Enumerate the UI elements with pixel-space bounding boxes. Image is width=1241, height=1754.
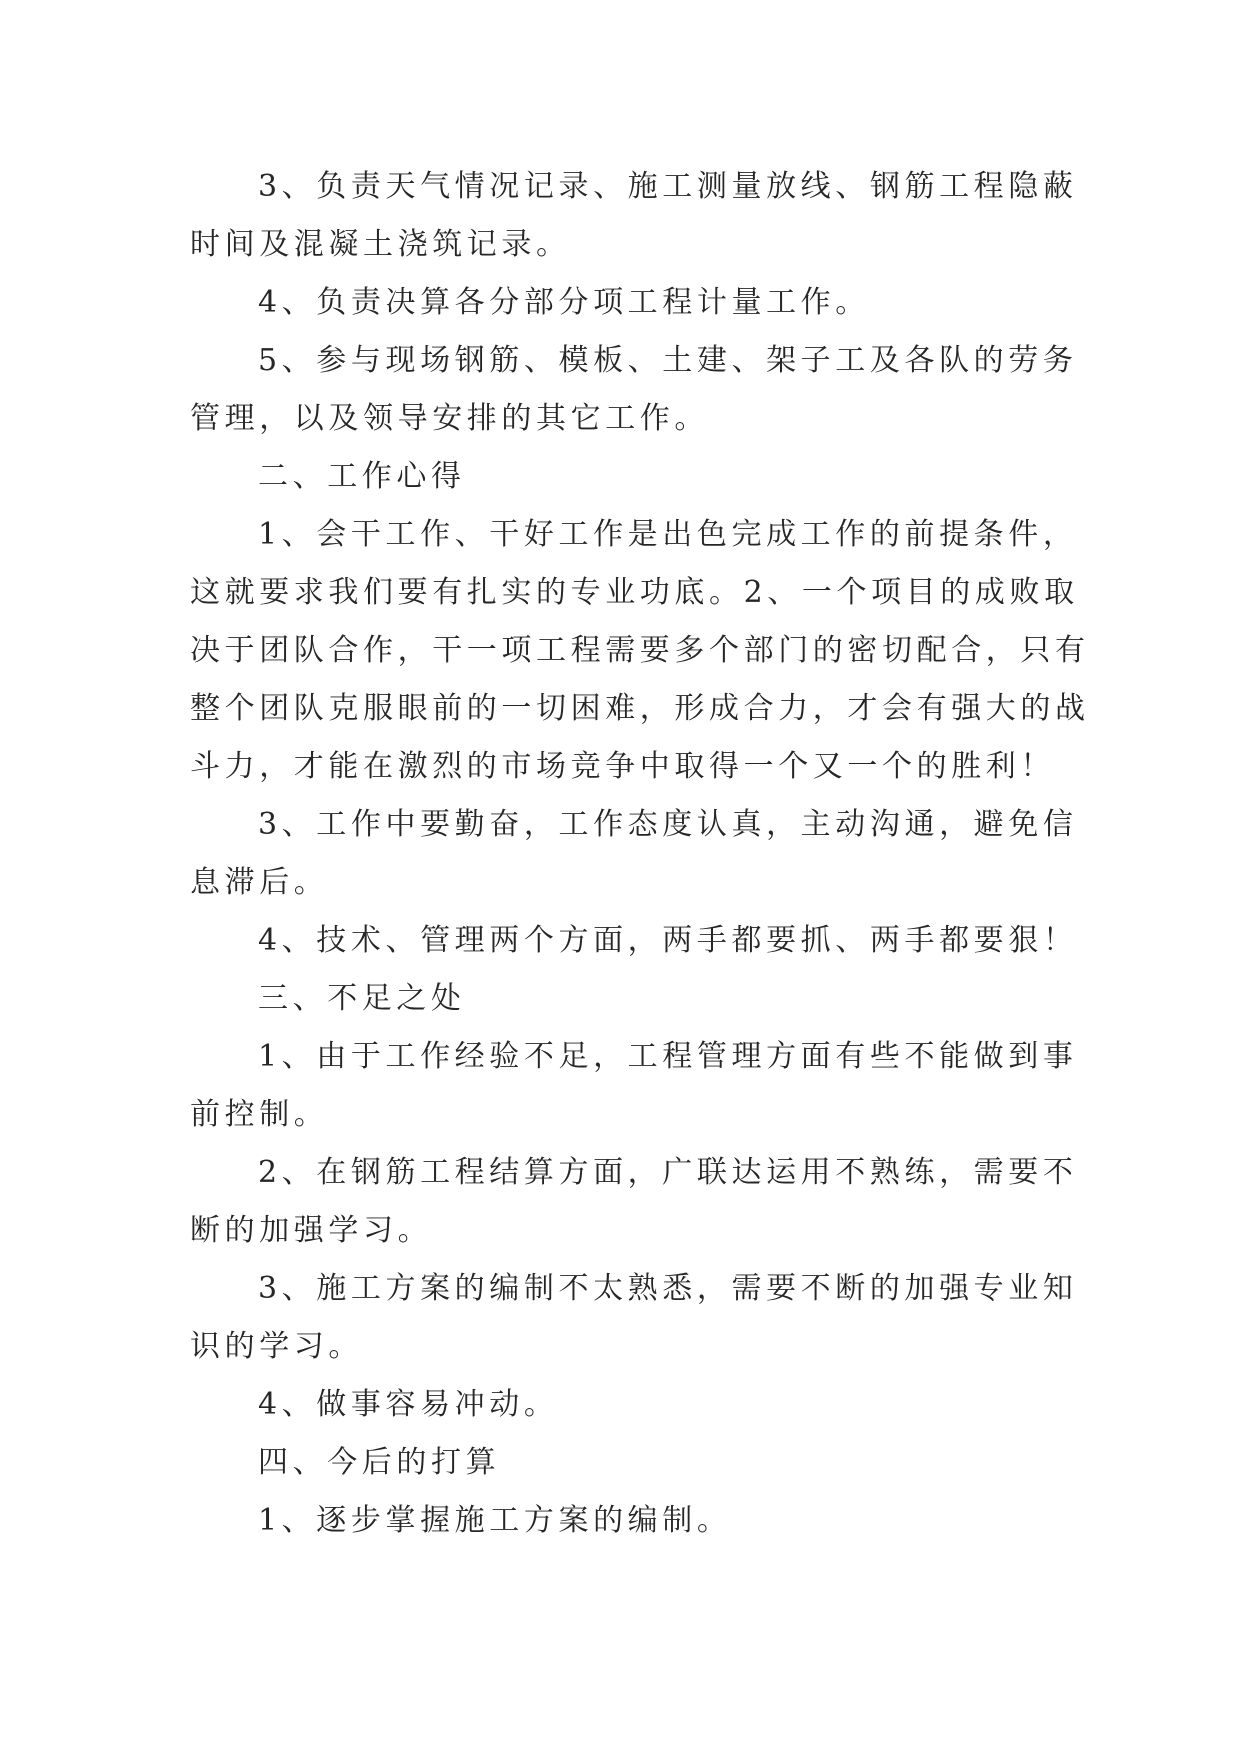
text-line: 4、技术、管理两个方面，两手都要抓、两手都要狠！ [258,923,1078,958]
text-line: 4、负责决算各分部分项工程计量工作。 [258,285,870,320]
text-line: 3、负责天气情况记录、施工测量放线、钢筋工程隐蔽 [258,169,1078,204]
text-line: 整个团队克服眼前的一切困难，形成合力，才会有强大的战 [190,691,1090,726]
paragraph-experience-3 [190,796,1078,912]
text-line: 4、做事容易冲动。 [258,1387,559,1422]
text-line: 息滞后。 [190,865,329,900]
section-heading-work-experience [190,448,1050,506]
text-line: 1、由于工作经验不足，工程管理方面有些不能做到事 [258,1039,1078,1074]
paragraph-item-3-duties [190,158,1078,274]
section-heading-shortcomings [190,970,1050,1028]
text-line: 斗力，才能在激烈的市场竞争中取得一个又一个的胜利！ [190,749,1055,784]
text-line: 时间及混凝土浇筑记录。 [190,227,571,262]
paragraph-shortcoming-3 [190,1260,1078,1376]
section-heading: 二、工作心得 [258,459,466,494]
paragraph-plan-1 [190,1492,1050,1550]
text-line: 3、工作中要勤奋，工作态度认真，主动沟通，避免信 [258,807,1078,842]
text-line: 1、逐步掌握施工方案的编制。 [258,1503,732,1538]
section-heading: 三、不足之处 [258,981,466,1016]
text-line: 识的学习。 [190,1329,363,1364]
text-line: 决于团队合作，干一项工程需要多个部门的密切配合，只有 [190,633,1090,668]
text-line: 1、会干工作、干好工作是出色完成工作的前提条件， [258,517,1078,552]
paragraph-shortcoming-2 [190,1144,1078,1260]
text-line: 管理，以及领导安排的其它工作。 [190,401,709,436]
paragraph-item-5-duties [190,332,1078,448]
text-line: 5、参与现场钢筋、模板、土建、架子工及各队的劳务 [258,343,1078,378]
paragraph-experience-4 [190,912,1078,970]
paragraph-shortcoming-1 [190,1028,1078,1144]
paragraph-experience-1-2 [190,506,1090,796]
text-line: 断的加强学习。 [190,1213,433,1248]
text-line: 2、在钢筋工程结算方面，广联达运用不熟练，需要不 [258,1155,1078,1190]
section-heading-future-plans [190,1434,1050,1492]
text-line: 这就要求我们要有扎实的专业功底。2、一个项目的成败取 [190,575,1079,610]
paragraph-item-4-duties [190,274,1050,332]
document-body [190,158,1090,1550]
paragraph-shortcoming-4 [190,1376,1050,1434]
text-line: 3、施工方案的编制不太熟悉，需要不断的加强专业知 [258,1271,1078,1306]
text-line: 前控制。 [190,1097,329,1132]
section-heading: 四、今后的打算 [258,1445,501,1480]
